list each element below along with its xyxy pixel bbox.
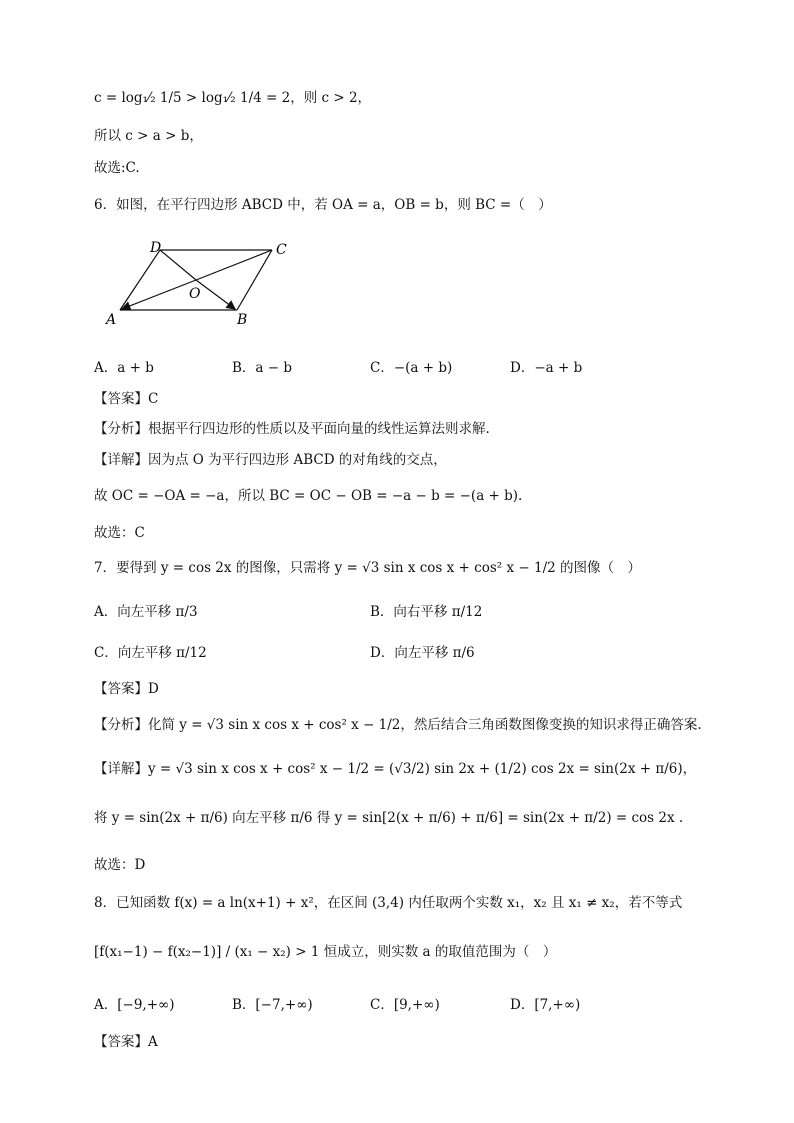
question-8-line-2: [f(x₁−1) − f(x₂−1)] / (x₁ − x₂) > 1 恒成立，则实数 a 的取值范围为（ ） — [94, 944, 557, 960]
q6-option-b: B．a − b — [232, 360, 293, 376]
solution-line-1: c = log₁⁄₂ 1/5 > log₁⁄₂ 1/4 = 2，则 c > 2， — [94, 90, 372, 106]
q7-selection: 故选：D — [94, 857, 146, 873]
q6-option-a: A．a + b — [94, 360, 154, 376]
solution-line-3: 故选:C. — [94, 160, 140, 176]
q6-answer: 【答案】C — [94, 391, 159, 407]
q8-option-c: C．[9,+∞) — [370, 997, 440, 1013]
q7-detail: 【详解】y = √3 sin x cos x + cos² x − 1/2 = (√3/2) sin 2x + (1/2) cos 2x = sin(2x + π/6)， — [94, 761, 697, 777]
q7-analysis: 【分析】化简 y = √3 sin x cos x + cos² x − 1/2，然后结合三角函数图像变换的知识求得正确答案. — [94, 717, 702, 733]
question-6: 6．如图，在平行四边形 ABCD 中，若 OA = a，OB = b，则 BC =（ ） — [94, 197, 552, 213]
q7-option-b: B．向右平移 π/12 — [370, 604, 483, 620]
q6-analysis: 【分析】根据平行四边形的性质以及平面向量的线性运算法则求解. — [94, 421, 490, 437]
q7-detail-2: 将 y = sin(2x + π/6) 向左平移 π/6 得 y = sin[2(x + π/6) + π/6] = sin(2x + π/2) = cos 2x . — [94, 810, 684, 826]
question-7: 7．要得到 y = cos 2x 的图像，只需将 y = √3 sin x cos x + cos² x − 1/2 的图像（ ） — [94, 560, 641, 576]
solution-line-2: 所以 c > a > b， — [94, 128, 203, 144]
label-A: A — [106, 312, 117, 328]
q7-answer: 【答案】D — [94, 681, 159, 697]
label-D: D — [150, 240, 162, 256]
label-O: O — [189, 286, 201, 302]
q7-option-a: A．向左平移 π/3 — [94, 604, 198, 620]
q8-option-d: D．[7,+∞) — [510, 997, 581, 1013]
q8-answer: 【答案】A — [94, 1034, 158, 1050]
question-8: 8．已知函数 f(x) = a ln(x+1) + x²，在区间 (3,4) 内任取两个实数 x₁，x₂ 且 x₁ ≠ x₂，若不等式 — [94, 895, 683, 911]
label-C: C — [276, 242, 287, 258]
q6-option-c: C．−(a + b) — [370, 360, 453, 376]
q6-detail: 【详解】因为点 O 为平行四边形 ABCD 的对角线的交点， — [94, 452, 447, 468]
q6-detail-2: 故 OC = −OA = −a，所以 BC = OC − OB = −a − b = −(a + b). — [94, 488, 523, 504]
q7-option-d: D．向左平移 π/6 — [370, 645, 475, 661]
q8-option-b: B．[−7,+∞) — [232, 997, 313, 1013]
q8-option-a: A．[−9,+∞) — [94, 997, 175, 1013]
q7-option-c: C．向左平移 π/12 — [94, 645, 207, 661]
label-B: B — [237, 312, 248, 328]
q6-selection: 故选：C — [94, 525, 145, 541]
parallelogram-figure — [100, 236, 300, 336]
q6-option-d: D．−a + b — [510, 360, 583, 376]
